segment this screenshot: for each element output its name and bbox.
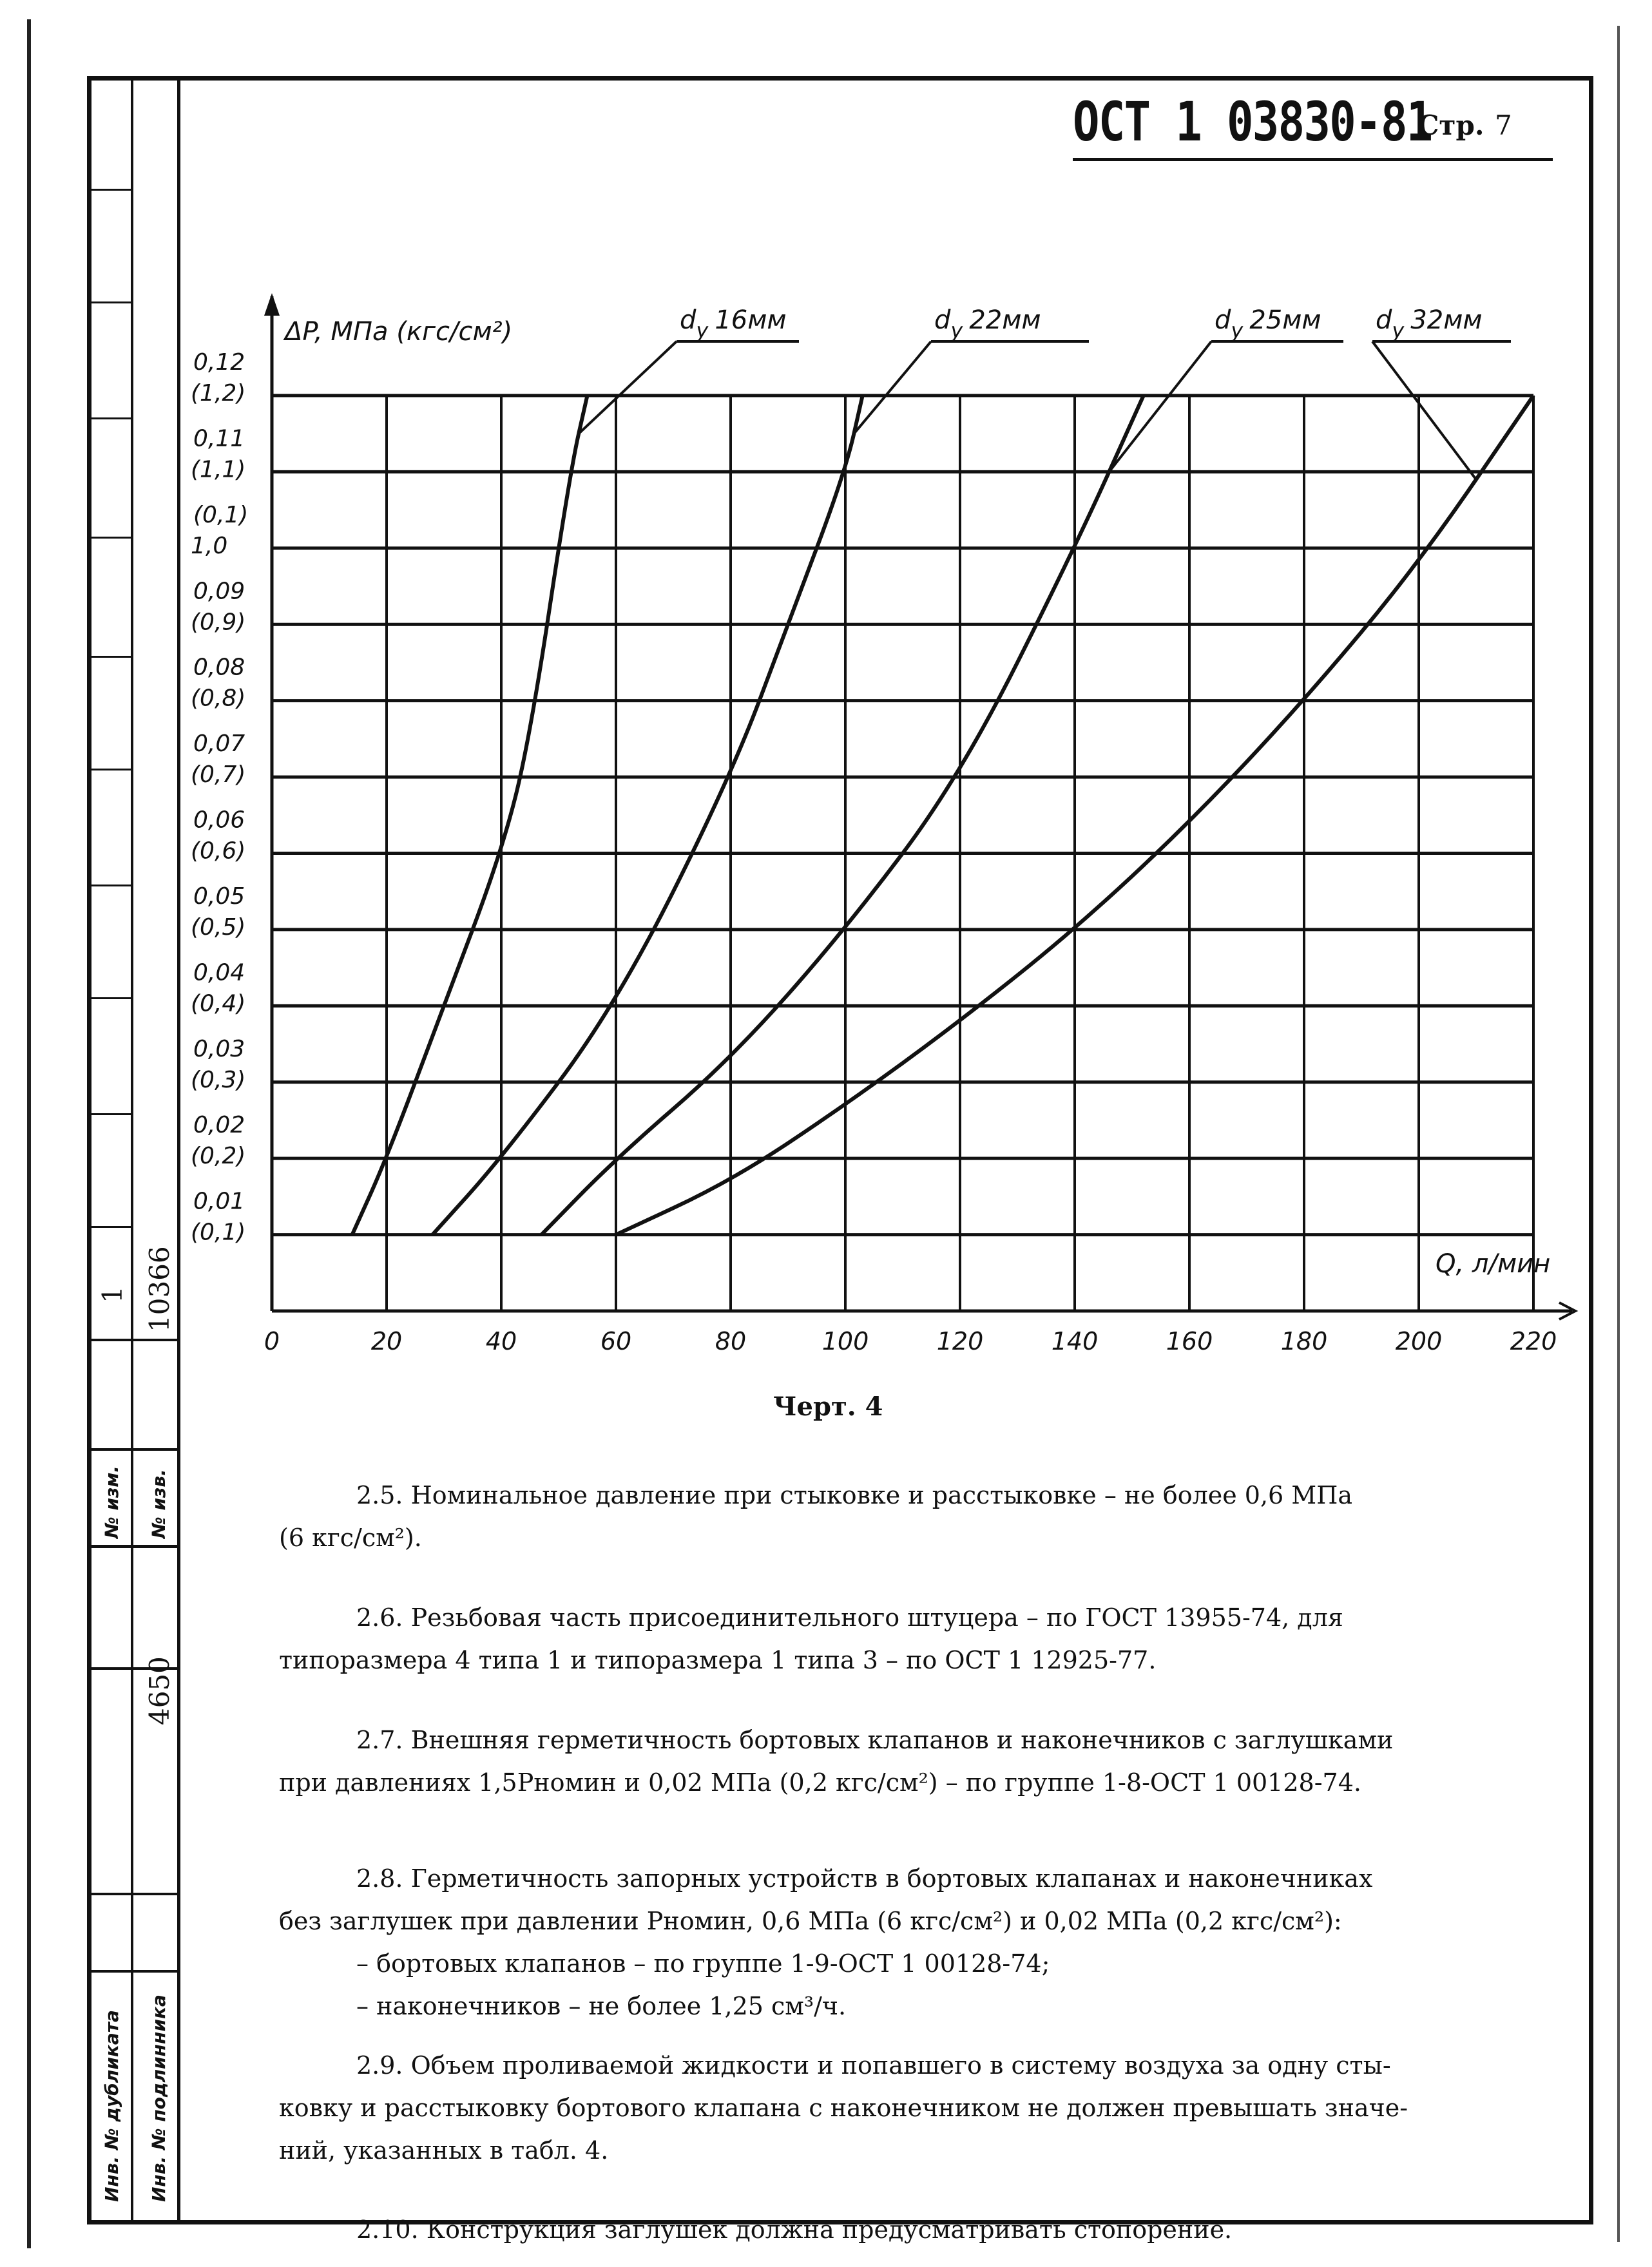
chart-axes [264, 293, 1575, 1319]
chart-labels [191, 305, 1557, 1355]
x-tick-label: 60 [600, 1327, 632, 1355]
y-tick-label-mpa: 0,04 [193, 959, 245, 986]
x-tick-label: 80 [715, 1327, 747, 1355]
x-tick-label: 180 [1280, 1327, 1328, 1355]
notice-no-label: № изв. [148, 1469, 169, 1538]
leader-line-1 [579, 341, 677, 434]
y-tick-label-mpa: (0,1) [193, 501, 249, 528]
paragraph-line: типоразмера 4 типа 1 и типоразмера 1 типа 3 – по ОСТ 1 12925-77. [279, 1646, 1157, 1674]
series-label-4: $d_y$ 32мм [1376, 305, 1483, 343]
figure-caption: Черт. 4 [773, 1392, 883, 1422]
y-tick-label-kgf: (0,6) [191, 837, 246, 865]
x-tick-label: 20 [370, 1327, 403, 1355]
standard-code: ОСТ 1 03830-81 [1073, 90, 1432, 153]
y-tick-label-kgf: (0,5) [191, 913, 246, 941]
page-number: 7 [1495, 110, 1512, 141]
y-tick-label-kgf: (0,3) [191, 1066, 246, 1093]
y-tick-label-mpa: 0,11 [193, 425, 245, 452]
x-tick-label: 0 [264, 1327, 280, 1355]
y-tick-label-mpa: 0,09 [193, 578, 245, 605]
y-tick-label-kgf: (0,1) [191, 1219, 246, 1246]
paragraph-line: при давлениях 1,5Pномин и 0,02 МПа (0,2 кгс/см²) – по группе 1-8-ОСТ 1 00128-74. [279, 1768, 1361, 1797]
y-axis-title: ΔP, МПа (кгс/см²) [285, 317, 513, 347]
y-tick-label-mpa: 0,06 [193, 807, 245, 834]
change-no-label: № изм. [101, 1466, 122, 1538]
series-line-3 [541, 396, 1144, 1235]
x-tick-label: 220 [1510, 1327, 1557, 1355]
leader-line-2 [854, 341, 931, 434]
leader-line-4 [1372, 341, 1476, 479]
series-label-1: $d_y$ 16мм [680, 305, 787, 343]
y-tick-label-kgf: (0,9) [191, 609, 246, 636]
y-tick-label-mpa: 0,05 [193, 883, 245, 910]
page-label: Стр. [1417, 110, 1484, 141]
y-tick-label-mpa: 0,01 [193, 1188, 245, 1215]
orig-inv-value: 4650 [144, 1656, 175, 1725]
leader-line-3 [1109, 341, 1211, 472]
y-tick-label-mpa: 0,07 [193, 731, 245, 758]
paragraph-line: – наконечников – не более 1,25 см³/ч. [356, 1992, 847, 2020]
x-tick-label: 200 [1395, 1327, 1443, 1355]
paragraph-line: – бортовых клапанов – по группе 1-9-ОСТ 1 00128-74; [356, 1949, 1050, 1978]
y-tick-label-kgf: (1,2) [191, 380, 246, 407]
change-no-value: 1 [97, 1286, 128, 1303]
x-tick-label: 120 [936, 1327, 984, 1355]
orig-inv-label: Инв. № подлинника [148, 1994, 169, 2202]
x-tick-label: 40 [485, 1327, 517, 1355]
y-tick-label-kgf: (0,7) [191, 761, 246, 789]
x-tick-label: 140 [1051, 1327, 1099, 1355]
y-tick-label-mpa: 0,12 [193, 349, 245, 376]
series-line-2 [432, 396, 862, 1235]
y-tick-label-kgf: (0,2) [191, 1143, 246, 1170]
paragraph-line: 2.10. Конструкция заглушек должна предусматривать стопорение. [356, 2215, 1233, 2244]
y-tick-label-mpa: 0,02 [193, 1112, 245, 1139]
paragraph-line: 2.5. Номинальное давление при стыковке и расстыковке – не более 0,6 МПа [356, 1481, 1353, 1509]
series-label-2: $d_y$ 22мм [934, 305, 1041, 343]
y-tick-label-kgf: (0,8) [191, 685, 246, 712]
y-tick-label-mpa: 0,08 [193, 654, 245, 681]
chart-series [352, 341, 1533, 1235]
paragraph-line: ковку и расстыковку бортового клапана с наконечником не должен превышать значе- [279, 2094, 1408, 2122]
paragraph-line: (6 кгс/см²). [279, 1524, 422, 1552]
y-tick-label-kgf: (1,1) [191, 456, 246, 483]
paragraph-line: 2.9. Объем проливаемой жидкости и попавшего в систему воздуха за одну сты- [356, 2051, 1391, 2080]
paragraph-line: 2.8. Герметичность запорных устройств в бортовых клапанах и наконечниках [356, 1864, 1373, 1893]
y-tick-label-kgf: 1,0 [191, 532, 228, 559]
x-tick-label: 100 [821, 1327, 869, 1355]
paragraph-line: 2.7. Внешняя герметичность бортовых клапанов и наконечников с заглушками [356, 1726, 1394, 1754]
y-tick-label-kgf: (0,4) [191, 990, 246, 1017]
x-tick-label: 160 [1166, 1327, 1213, 1355]
paragraph-line: без заглушек при давлении Pномин, 0,6 МПа (6 кгс/см²) и 0,02 МПа (0,2 кгс/см²): [279, 1907, 1342, 1935]
paragraph-line: ний, указанных в табл. 4. [279, 2136, 609, 2165]
x-axis-title: Q, л/мин [1436, 1249, 1551, 1279]
series-label-3: $d_y$ 25мм [1215, 305, 1321, 343]
notice-no-value: 10366 [144, 1246, 175, 1332]
dup-inv-label: Инв. № дубликата [101, 2010, 122, 2202]
y-tick-label-mpa: 0,03 [193, 1035, 245, 1062]
y-axis-arrow [264, 293, 280, 316]
paragraph-line: 2.6. Резьбовая часть присоединительного штуцера – по ГОСТ 13955-74, для [356, 1603, 1343, 1632]
